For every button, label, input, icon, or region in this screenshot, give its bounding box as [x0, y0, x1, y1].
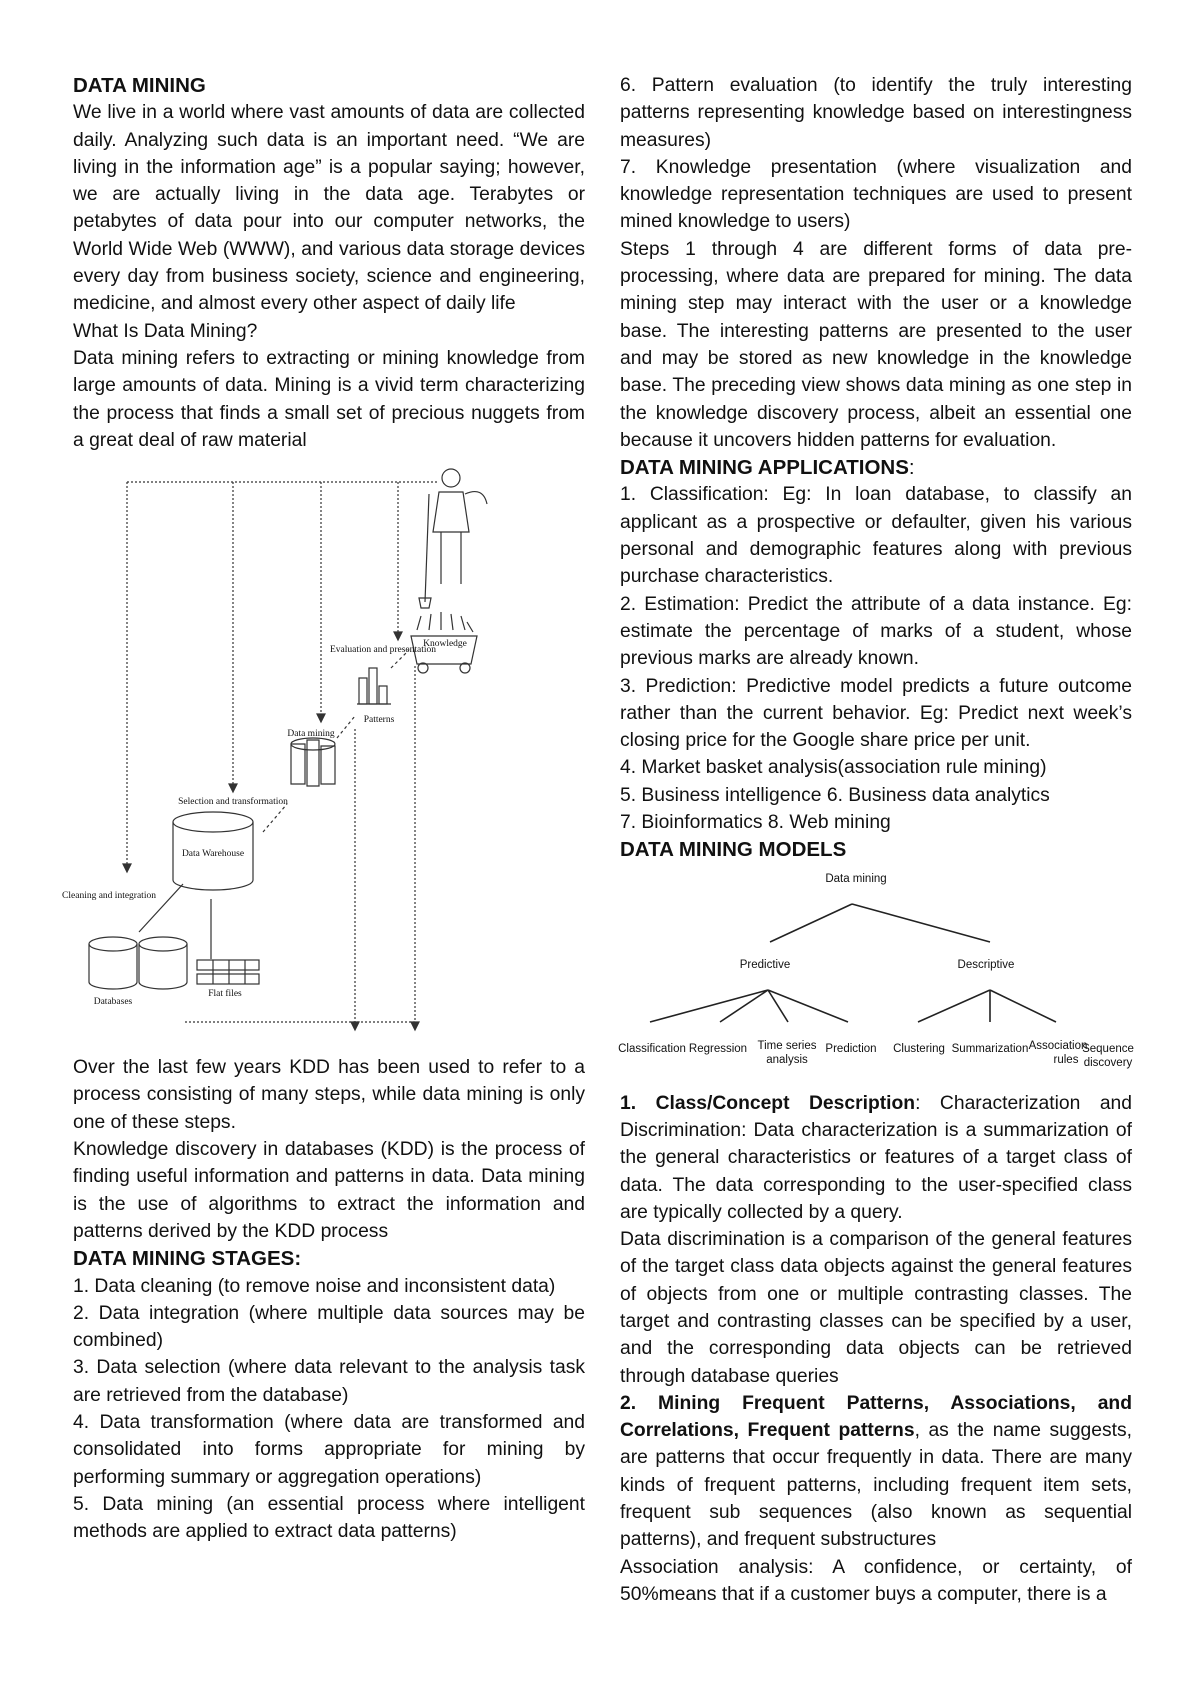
miner-figure-icon — [419, 469, 487, 608]
tree-root-label: Data mining — [825, 872, 887, 885]
tree-descriptive-label: Descriptive — [957, 958, 1015, 971]
tree-association-label-2: rules — [1053, 1053, 1079, 1066]
cleaning-label: Cleaning and integration — [62, 891, 156, 902]
application-item: 4. Market basket analysis(association rule mining) — [620, 757, 1047, 779]
data-mining-label: Data mining — [287, 729, 335, 740]
tree-predictive-label: Predictive — [739, 958, 791, 971]
models-tree-figure — [620, 864, 1132, 1084]
right-column — [620, 72, 1132, 1608]
tree-edge — [720, 990, 768, 1022]
warehouse-label: Data Warehouse — [181, 849, 245, 860]
tree-sequence-label-2: discovery — [1083, 1056, 1133, 1069]
class-concept-paragraph — [620, 1090, 1132, 1226]
kdd-paragraph-2: Knowledge discovery in databases (KDD) is the process of finding useful information and patterns in data. Data mining is the use of algorithms to extract the information and patterns derived by the KDD process — [73, 1139, 585, 1242]
frequent-patterns-paragraph — [620, 1390, 1132, 1554]
kdd-paragraph-1: Over the last few years KDD has been used to refer to a process consisting of many steps, while data mining is only one of these steps. — [73, 1057, 585, 1133]
definition-paragraph: Data mining refers to extracting or mining knowledge from large amounts of data. Mining is a vivid term characterizing the process that finds a small set of precious nuggets from a great deal of raw material — [73, 347, 585, 451]
application-item: 7. Bioinformatics 8. Web mining — [620, 812, 891, 834]
selection-label: Selection and transformation — [178, 797, 288, 808]
applications-heading — [620, 454, 1132, 481]
tree-edge — [918, 990, 990, 1022]
knowledge-label: Knowledge — [423, 639, 467, 650]
tree-edge — [990, 990, 1056, 1022]
data-mining-icon — [291, 738, 335, 786]
flow-arrow — [337, 716, 355, 738]
frequent-patterns-text: , as the name suggests, are patterns that occur frequently in data. There are many kinds of frequent patterns, including frequent item sets, frequent sub sequences (also known as sequential patterns), and frequent substructures — [620, 1420, 1132, 1551]
tree-prediction-label: Prediction — [825, 1042, 877, 1055]
databases-label: Databases — [93, 997, 133, 1008]
question-heading: What Is Data Mining? — [73, 320, 258, 342]
intro-paragraph: We live in a world where vast amounts of data are collected daily. Analyzing such data is an important need. “We are living in the information age” is a popular saying; however, we are actually living in the data age. Terabytes or petabytes of data pour into our computer networks, the World Wide Web (WWW), and various data storage devices every day from business society, science and engineering, medicine, and almost every other aspect of daily life — [73, 102, 585, 315]
arrow-head — [351, 1022, 359, 1030]
flat-files-icon — [197, 960, 259, 984]
arrow-head — [394, 632, 402, 640]
stage-item: 1. Data cleaning (to remove noise and inconsistent data) — [73, 1275, 556, 1297]
stage-item: 4. Data transformation (where data are transformed and consolidated into forms appropriate for mining by performing summary or aggregation operations) — [73, 1412, 585, 1488]
models-heading: DATA MINING MODELS — [620, 838, 847, 862]
arrow-head — [229, 784, 237, 792]
kdd-process-figure — [62, 454, 585, 1054]
tree-edge — [650, 990, 768, 1022]
tree-edge — [852, 904, 990, 942]
left-column — [62, 72, 585, 1546]
flow-arrow — [263, 804, 287, 832]
class-concept-bold: 1. Class/Concept Description — [620, 1092, 916, 1114]
evaluation-label: Evaluation and presentation — [329, 645, 437, 656]
tree-time-series-label-2: analysis — [766, 1053, 808, 1066]
flat-files-label: Flat files — [208, 989, 242, 1000]
discrimination-paragraph: Data discrimination is a comparison of the general features of the target class data objects against the general features of objects from one or multiple contrasting classes. The target and contrasting classes can be specified by a user, and the corresponding data objects can be retrieved through database queries — [620, 1229, 1132, 1387]
association-paragraph: Association analysis: A confidence, or certainty, of 50%means that if a customer buys a computer, there is a — [620, 1556, 1132, 1605]
tree-association-label: Association — [1028, 1039, 1088, 1052]
tree-time-series-label: Time series — [757, 1039, 817, 1052]
tree-clustering-label: Clustering — [893, 1042, 945, 1055]
arrow-head — [411, 1022, 419, 1030]
stage-item: 2. Data integration (where multiple data sources may be combined) — [73, 1302, 585, 1352]
arrow-head — [317, 714, 325, 722]
stage-item: 3. Data selection (where data relevant to the analysis task are retrieved from the database) — [73, 1357, 585, 1406]
tree-edge — [770, 904, 852, 942]
arrow-head — [123, 864, 131, 872]
tree-sequence-label: Sequence — [1082, 1042, 1134, 1055]
application-item: 2. Estimation: Predict the attribute of a data instance. Eg: estimate the percentage of marks of a student, whose previous marks are already known. — [620, 593, 1132, 670]
steps-note-paragraph: Steps 1 through 4 are different forms of data pre-processing, where data are prepared for mining. The data mining step may interact with the user or a knowledge base. The interesting patterns are presented to the user and may be stored as new knowledge in the knowledge base. The preceding view shows data mining as one step in the knowledge discovery process, albeit an essential one because it uncovers hidden patterns for evaluation. — [620, 238, 1132, 451]
tree-edge — [768, 990, 848, 1022]
application-item: 3. Prediction: Predictive model predicts a future outcome rather than the current behavior. Eg: Predict next week’s closing price for the Google share price per unit. — [620, 675, 1132, 752]
patterns-icon — [357, 668, 391, 704]
frequent-patterns-bold: 2. Mining Frequent Patterns, Associations, and Correlations, Frequent patterns — [620, 1392, 1132, 1442]
stages-heading: DATA MINING STAGES: — [73, 1247, 302, 1271]
tree-classification-label: Classification — [618, 1042, 686, 1055]
tree-regression-label: Regression — [688, 1042, 748, 1055]
applications-heading-text: DATA MINING APPLICATIONS — [620, 456, 909, 480]
application-item: 5. Business intelligence 6. Business data analytics — [620, 784, 1050, 806]
stage-item: 5. Data mining (an essential process where intelligent methods are applied to extract data patterns) — [73, 1493, 585, 1543]
stage-item: 6. Pattern evaluation (to identify the truly interesting patterns representing knowledge based on interestingness measures) — [620, 75, 1132, 151]
applications-heading-colon: : — [908, 456, 915, 480]
database-icon — [89, 937, 187, 989]
section-title-data-mining: DATA MINING — [73, 74, 206, 97]
stage-item: 7. Knowledge presentation (where visualization and knowledge representation techniques are used to present mined knowledge to users) — [620, 156, 1132, 233]
class-concept-text: : Characterization and Discrimination: Data characterization is a summarization of the general characteristics or features of a target class of data. The data corresponding to the user-specified class are typically collected by a query. — [620, 1092, 1132, 1223]
patterns-label: Patterns — [363, 715, 395, 726]
application-item: 1. Classification: Eg: In loan database, to classify an applicant as a prospective or defaulter, given his various personal and demographic features along with previous purchase characteristics. — [620, 484, 1132, 588]
tree-summarization-label: Summarization — [951, 1042, 1029, 1055]
